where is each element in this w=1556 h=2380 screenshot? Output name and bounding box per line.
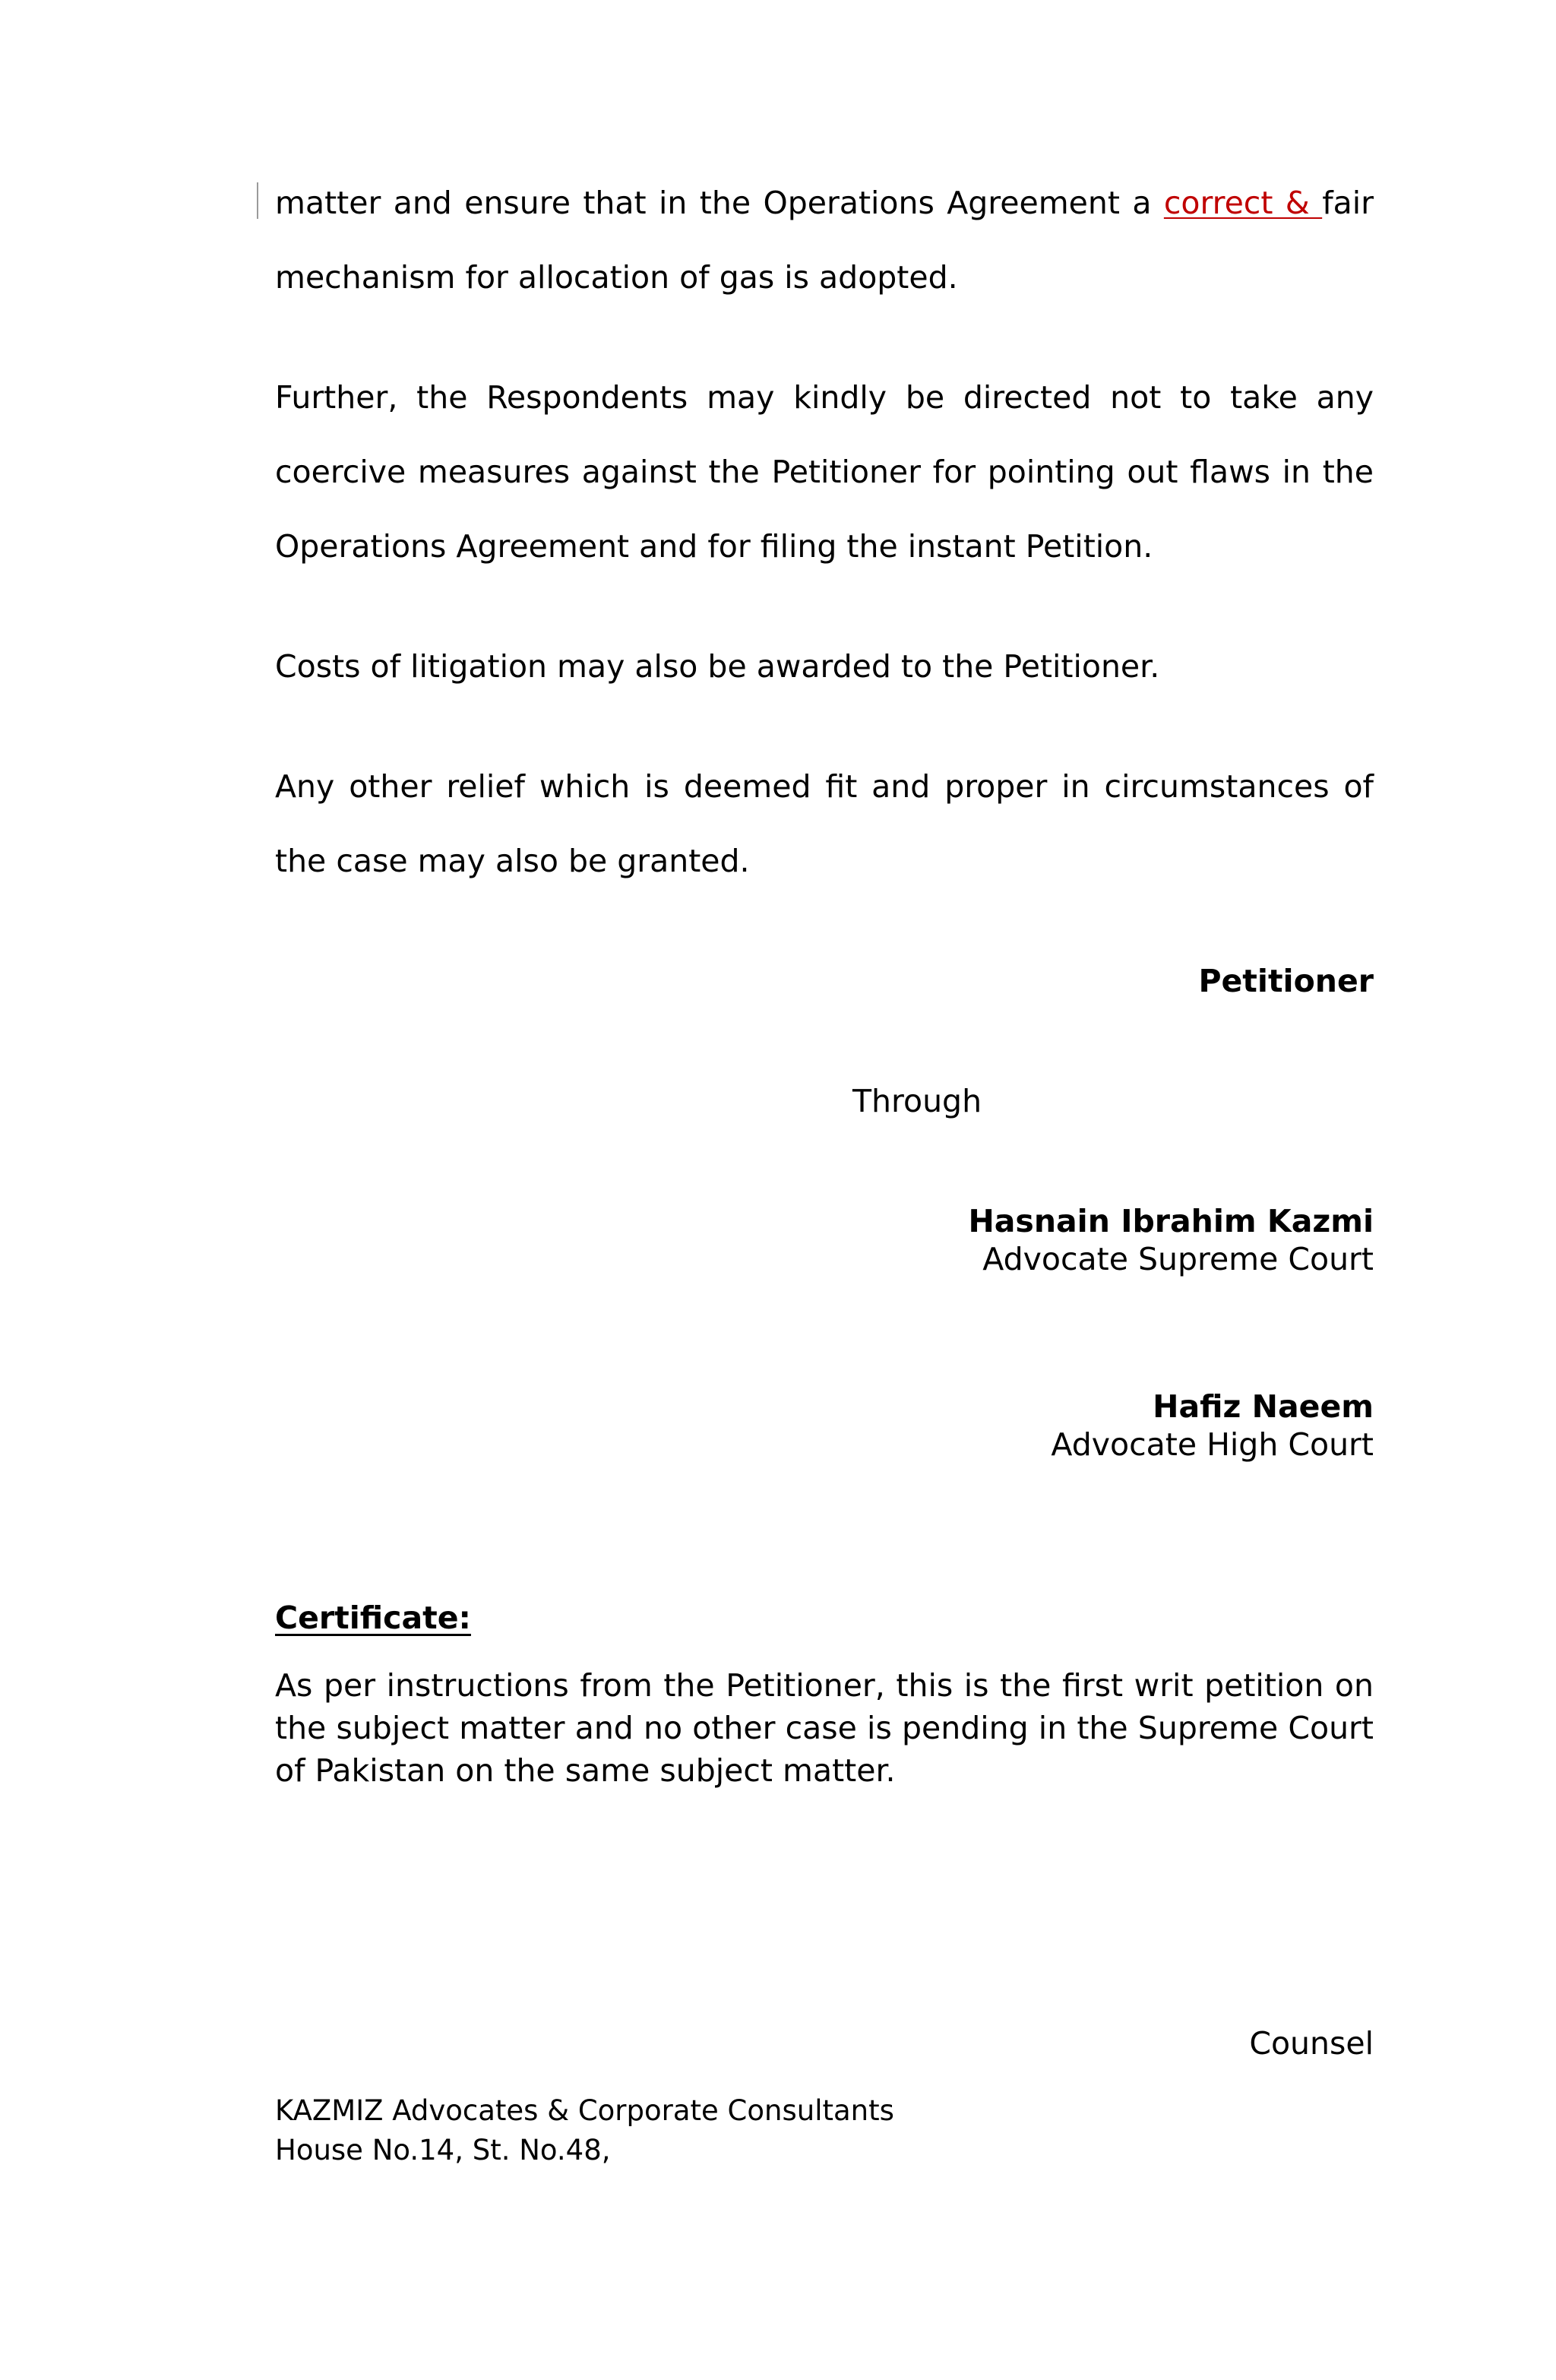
prayer-paragraph-1 xyxy=(275,166,1374,315)
paragraph-1-text-after: fair mechanism for allocation of gas is adopted. xyxy=(275,185,1374,296)
through-label: Through xyxy=(852,1083,982,1119)
counsel-closing-label: Counsel xyxy=(1249,2025,1374,2062)
paragraph-1-text-before: matter and ensure that in the Operations Agreement a xyxy=(275,185,1164,221)
party-label: Petitioner xyxy=(1198,963,1374,999)
prayer-paragraph-4: Any other relief which is deemed fit and proper in circumstances of the case may also be granted. xyxy=(275,768,1374,879)
counsel-1-block xyxy=(968,1202,1374,1278)
counsel-2-title: Advocate High Court xyxy=(1051,1426,1374,1463)
tracked-insertion: correct & xyxy=(1163,185,1323,221)
counsel-1-name: Hasnain Ibrahim Kazmi xyxy=(968,1203,1374,1239)
revision-bar xyxy=(257,182,258,219)
counsel-1-title: Advocate Supreme Court xyxy=(982,1241,1374,1277)
counsel-2-name: Hafiz Naeem xyxy=(1153,1388,1374,1425)
footer-address: House No.14, St. No.48, xyxy=(275,2134,611,2166)
prayer-paragraph-2: Further, the Respondents may kindly be directed not to take any coercive measures against the Petitioner for pointing out flaws in the Operations Agreement and for filing the instant Petition. xyxy=(275,379,1374,565)
counsel-2-block xyxy=(1051,1388,1374,1464)
certificate-heading: Certificate: xyxy=(275,1600,471,1636)
certificate-text: As per instructions from the Petitioner, this is the first writ petition on the subject matter and no other case is pending in the Supreme Court of Pakistan on the same subject matter. xyxy=(275,1667,1374,1789)
prayer-paragraph-3: Costs of litigation may also be awarded to the Petitioner. xyxy=(275,648,1160,685)
footer-firm-name: KAZMIZ Advocates & Corporate Consultants xyxy=(275,2094,894,2127)
